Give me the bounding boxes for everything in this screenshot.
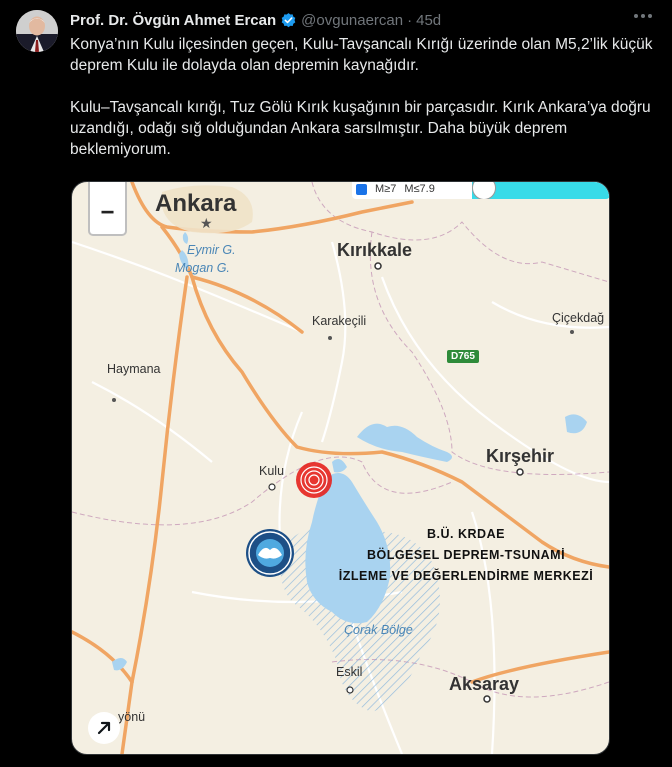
verified-badge-icon [280, 12, 297, 29]
expand-arrow-icon [97, 721, 111, 735]
institution-line-1: B.Ü. KRDAE [427, 527, 505, 541]
kandilli-logo [246, 529, 294, 577]
magnitude-slider-knob[interactable] [472, 182, 496, 199]
city-label-kirikkale: Kırıkkale [337, 240, 413, 260]
city-label-aksaray: Aksaray [449, 674, 520, 694]
lake-label-mogan: Mogan G. [175, 261, 230, 275]
svg-text:★: ★ [200, 216, 213, 232]
avatar-image [16, 10, 58, 52]
road-label-d765: D765 [447, 350, 479, 363]
earthquake-marker[interactable] [296, 462, 332, 498]
zoom-out-button[interactable]: − [100, 199, 115, 226]
town-label-cicekdagi: Çiçekdağ [552, 311, 605, 325]
author-handle[interactable]: @ovgunaercan [301, 11, 404, 29]
tuz-golu-north [332, 459, 347, 472]
area-label-corak-bolge: Çorak Bölge [344, 623, 413, 637]
town-label-eskil: Eskil [336, 665, 363, 679]
town-label-kulu: Kulu [259, 464, 285, 478]
tweet-paragraph-1: Konya’nın Kulu ilçesinden geçen, Kulu-Tavşancalı Kırığı üzerinde olan M5,2’lik küçük deprem Kulu ile dolayda olan depremin kaynağıdır. [70, 36, 653, 74]
expand-media-button[interactable] [88, 712, 120, 744]
small-lake-east [565, 414, 587, 433]
more-options-icon[interactable] [628, 6, 658, 26]
filter-max: M≤7.9 [404, 183, 435, 195]
town-label-karakecili: Karakeçili [312, 314, 367, 328]
author-avatar[interactable] [16, 10, 58, 52]
reservoir-lake [357, 424, 452, 462]
town-label-cihanbeyli: yönü [118, 710, 146, 724]
institution-line-3: İZLEME VE DEĞERLENDİRME MERKEZİ [338, 569, 594, 583]
institution-line-2: BÖLGESEL DEPREM-TSUNAMİ [366, 548, 566, 562]
tweet-paragraph-2: Kulu–Tavşancalı kırığı, Tuz Gölü Kırık kuşağının bir parçasıdır. Kırık Ankara’ya doğru uzandığı, odağı sığ olduğundan Ankara sarsılmıştır. Daha büyük deprem beklemiyorum. [70, 99, 651, 158]
institution-name [326, 524, 606, 587]
map-zoom-control [88, 182, 127, 236]
town-label-haymana: Haymana [107, 362, 161, 376]
city-label-kirsehir: Kırşehir [486, 446, 555, 466]
tweet-header [70, 10, 656, 30]
ellipsis-icon [633, 13, 653, 19]
tweet-text [70, 34, 660, 160]
tweet-timestamp[interactable]: 45d [416, 11, 442, 29]
author-name[interactable]: Prof. Dr. Övgün Ahmet Ercan [70, 11, 277, 29]
checkbox-icon[interactable] [356, 184, 367, 195]
filter-min: M≥7 [375, 183, 397, 195]
magnitude-filter[interactable] [352, 182, 610, 199]
separator-dot: · [407, 11, 413, 29]
lake-label-eymir: Eymir G. [187, 243, 236, 257]
tweet-media-map[interactable] [71, 181, 610, 755]
magnitude-filter-labels [356, 183, 435, 195]
city-label-ankara: Ankara [155, 190, 237, 217]
